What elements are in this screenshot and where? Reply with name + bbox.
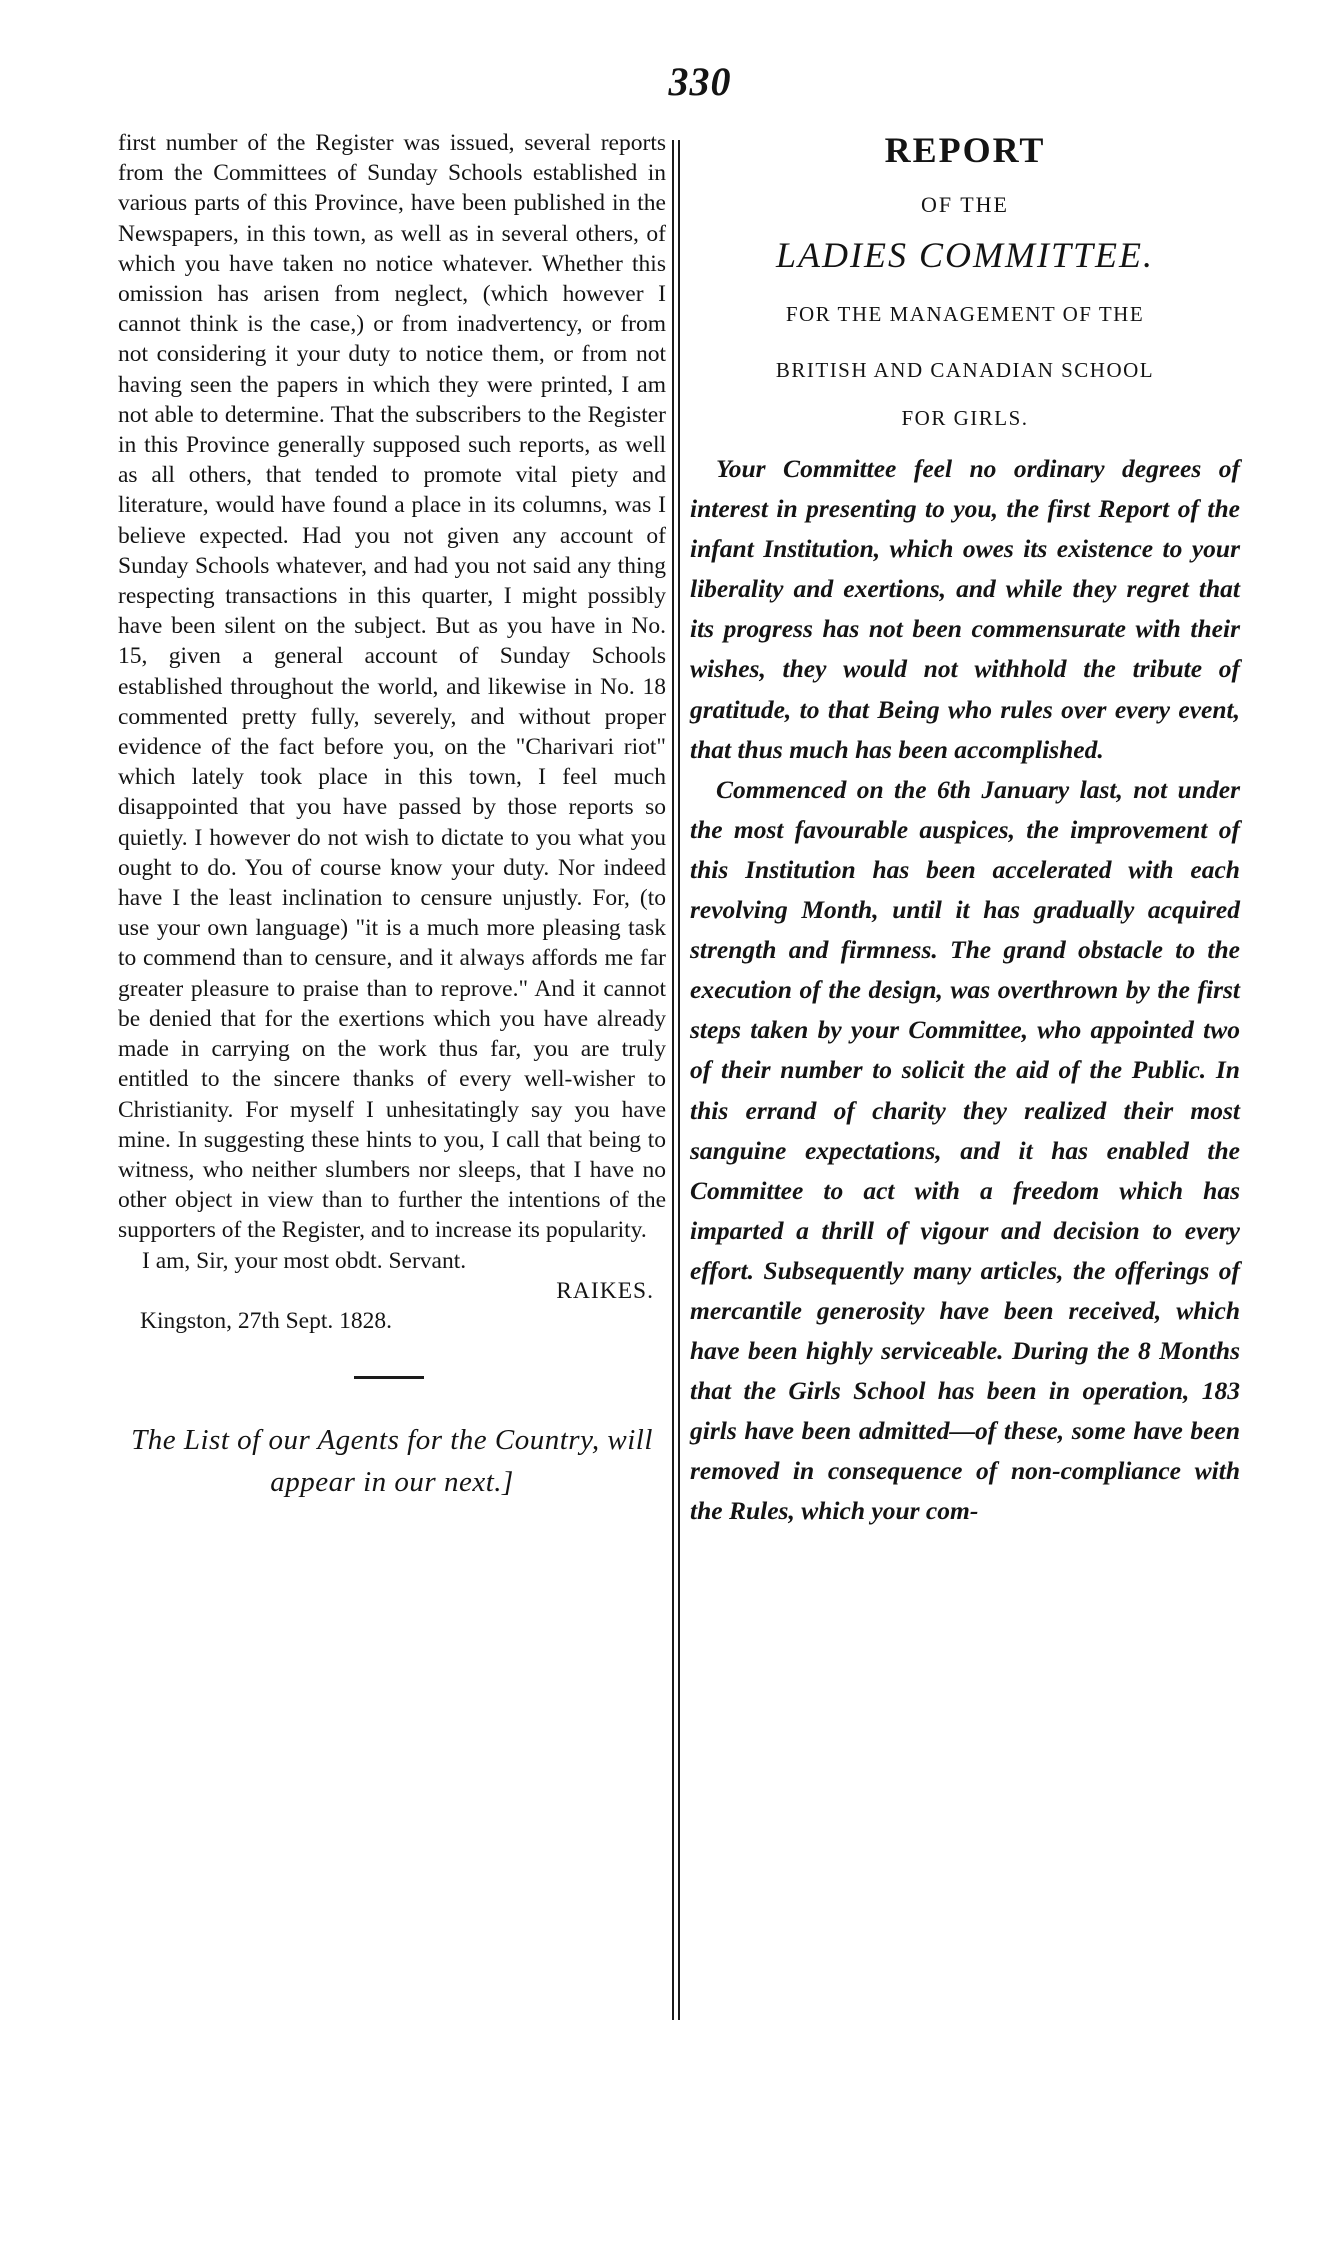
report-subheading-girls: FOR GIRLS.	[901, 406, 1029, 430]
letter-paragraph: first number of the Register was issued, several reports from the Committees of Sunday Schools established in various parts of this Province, have been published in the Newspapers, in this town, as well as in several others, of which you have taken no notice whatever. Whether this omission has arisen from neglect, (which however I cannot think is the case,) or from inadvertency, or from not considering it your duty to notice them, or from not having seen the papers in which they were printed, I am not able to determine. That the subscribers to the Register in this Province generally supposed such reports, as well as all others, that tended to promote vital piety and literature, would have found a place in its columns, was I believe expected. Had you not given any account of Sunday Schools whatever, and had you not said any thing respecting transactions in this quarter, I might possibly have been silent on the subject. But as you have in No. 15, given a general account of Sunday Schools established throughout the world, and likewise in No. 18 commented pretty fully, severely, and without proper evidence of the fact before you, on the "Charivari riot" which lately took place in this town, I feel much disappointed that you have passed by those reports so quietly. I however do not wish to dictate to you what you ought to do. You of course know your duty. Nor indeed have I the least inclination to censure unjustly. For, (to use your own language) "it is a much more pleasing task to commend than to censure, and it always affords me far greater pleasure to praise than to reprove." And it cannot be denied that for the exertions which you have already made in carrying on the work thus far, you are truly entitled to the sincere thanks of every well-wisher to Christianity. For myself I unhesitatingly say you have mine. In suggesting these hints to you, I call that being to witness, who neither slumbers nor sleeps, that I have no other object in view than to further the intentions of the supporters of the Register, and to increase its popularity.	[118, 130, 666, 1244]
section-divider	[354, 1376, 424, 1379]
letter-signature: RAIKES.	[556, 1277, 654, 1304]
report-paragraph: Your Committee feel no ordinary degrees of interest in presenting to you, the first Report of the infant Institution, which owes its existence to your liberality and exertions, and while they regret that its progress has not been commensurate with their wishes, they would not withhold the tribute of gratitude, to that Being who rules over every event, that thus much has been accomplished.	[690, 454, 1240, 764]
column-rule	[672, 140, 674, 2020]
report-title: REPORT	[884, 130, 1046, 170]
letter-dateline: Kingston, 27th Sept. 1828.	[140, 1307, 392, 1334]
letter-column	[118, 128, 666, 1503]
page-number: 330	[668, 59, 732, 104]
report-committee-heading: LADIES COMMITTEE.	[776, 235, 1154, 275]
report-subheading-management: FOR THE MANAGEMENT OF THE	[785, 302, 1145, 326]
report-column	[690, 128, 1240, 1532]
report-of-the: OF THE	[921, 192, 1009, 217]
report-paragraph: Commenced on the 6th January last, not under the most favourable auspices, the improvement of this Institution has been accelerated with each revolving Month, until it has gradually acquired strength and firmness. The grand obstacle to the execution of the design, was overthrown by the first steps taken by your Committee, who appointed two of their number to solicit the aid of the Public. In this errand of charity they realized their most sanguine expectations, and it has enabled the Committee to act with a freedom which has imparted a thrill of vigour and decision to every effort. Subsequently many articles, the offerings of mercantile generosity have been received, which have been highly serviceable. During the 8 Months that the Girls School has been in operation, 183 girls have been admitted—of these, some have been removed in consequence of non-compliance with the Rules, which your com-	[690, 774, 1240, 1526]
letter-to-editor	[118, 128, 666, 1336]
letter-closing: I am, Sir, your most obdt. Servant.	[142, 1247, 467, 1274]
agents-notice: The List of our Agents for the Country, will appear in our next.]	[131, 1423, 653, 1498]
report-subheading-school: BRITISH AND CANADIAN SCHOOL	[775, 358, 1155, 382]
report-body	[690, 449, 1240, 1532]
column-rule	[678, 140, 680, 2020]
